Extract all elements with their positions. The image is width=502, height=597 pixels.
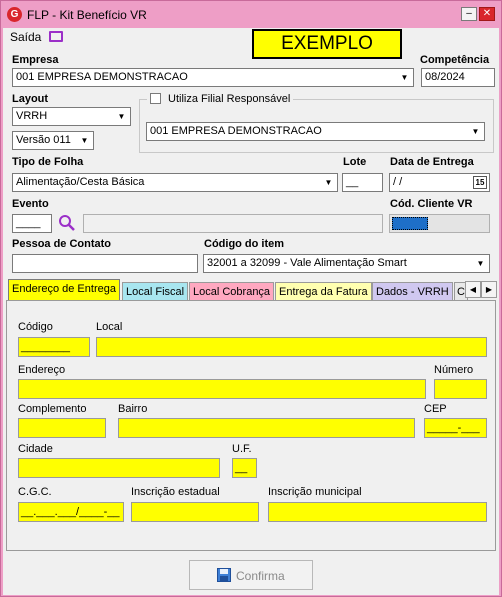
codigo-input[interactable]: ________ — [18, 337, 90, 357]
tipo-folha-select[interactable] — [12, 173, 338, 192]
filial-value: 001 EMPRESA DEMONSTRACAO — [150, 125, 322, 137]
monitor-icon[interactable] — [49, 31, 63, 42]
codigo-item-value: 32001 a 32099 - Vale Alimentação Smart — [207, 257, 407, 269]
evento-input[interactable]: ____ — [12, 214, 52, 233]
numero-input[interactable] — [434, 379, 487, 399]
uf-input[interactable]: __ — [232, 458, 257, 478]
cod-cliente-focus — [392, 217, 428, 230]
layout-label: Layout — [12, 93, 49, 105]
endereco-input[interactable] — [18, 379, 426, 399]
inscricao-municipal-input[interactable] — [268, 502, 487, 522]
tab-next-button[interactable]: ▶ — [481, 281, 497, 298]
chevron-down-icon[interactable]: ▼ — [473, 256, 488, 271]
chevron-down-icon[interactable]: ▼ — [321, 175, 336, 190]
empresa-value: 001 EMPRESA DEMONSTRACAO — [16, 71, 188, 83]
title-bar — [1, 1, 501, 28]
lote-label: Lote — [343, 156, 367, 168]
app-logo-icon: G — [7, 7, 22, 22]
tab-prev-button[interactable]: ◀ — [465, 281, 481, 298]
local-label: Local — [96, 321, 123, 333]
tab-local-fiscal[interactable]: Local Fiscal — [122, 282, 188, 301]
endereco-label: Endereço — [18, 364, 66, 376]
competencia-label: Competência — [420, 54, 490, 66]
search-icon[interactable] — [58, 214, 78, 232]
save-icon — [217, 568, 231, 582]
pessoa-contato-label: Pessoa de Contato — [12, 238, 112, 250]
tab-local-cobranca[interactable]: Local Cobrança — [189, 282, 274, 301]
evento-label: Evento — [12, 198, 49, 210]
complemento-input[interactable] — [18, 418, 106, 438]
tab-entrega-fatura[interactable]: Entrega da Fatura — [275, 282, 372, 301]
cod-cliente-input[interactable] — [389, 214, 490, 233]
empresa-label: Empresa — [12, 54, 59, 66]
bairro-label: Bairro — [118, 403, 148, 415]
tab-overflow[interactable]: C — [454, 282, 468, 301]
competencia-input[interactable]: 08/2024 — [421, 68, 495, 87]
inscricao-estadual-input[interactable] — [131, 502, 259, 522]
tab-strip — [6, 279, 496, 301]
tab-dados-vrrh[interactable]: Dados - VRRH — [372, 282, 453, 301]
data-entrega-value: / / — [393, 176, 403, 188]
versao-select[interactable] — [12, 131, 94, 150]
cidade-input[interactable] — [18, 458, 220, 478]
confirm-button[interactable] — [189, 560, 313, 590]
filial-checkbox-wrap[interactable] — [147, 92, 293, 106]
cod-cliente-label: Cód. Cliente VR — [390, 198, 473, 210]
numero-label: Número — [434, 364, 474, 376]
calendar-icon[interactable]: 15 — [473, 176, 487, 189]
form-body — [3, 28, 499, 595]
chevron-down-icon[interactable]: ▼ — [468, 124, 483, 139]
filial-checkbox-label: Utiliza Filial Responsável — [168, 93, 291, 105]
layout-value: VRRH — [16, 110, 48, 122]
cgc-label: C.G.C. — [18, 486, 52, 498]
chevron-down-icon[interactable]: ▼ — [114, 109, 129, 124]
complemento-label: Complemento — [18, 403, 87, 415]
window-title: FLP - Kit Benefício VR — [27, 8, 147, 22]
local-input[interactable] — [96, 337, 487, 357]
layout-select[interactable] — [12, 107, 131, 126]
minimize-button[interactable]: – — [461, 7, 477, 21]
tipo-folha-value: Alimentação/Cesta Básica — [16, 176, 145, 188]
codigo-label: Código — [18, 321, 53, 333]
data-entrega-input[interactable] — [389, 173, 490, 192]
cidade-label: Cidade — [18, 443, 53, 455]
inscricao-municipal-label: Inscrição municipal — [268, 486, 362, 498]
close-button[interactable]: ✕ — [479, 7, 495, 21]
bairro-input[interactable] — [118, 418, 415, 438]
cep-input[interactable]: _____-___ — [424, 418, 487, 438]
exit-menu[interactable]: Saída — [10, 30, 42, 44]
codigo-item-select[interactable] — [203, 254, 490, 273]
cep-label: CEP — [424, 403, 447, 415]
versao-value: Versão 011 — [16, 134, 71, 146]
data-entrega-label: Data de Entrega — [390, 156, 474, 168]
empresa-select[interactable] — [12, 68, 414, 87]
pessoa-contato-input[interactable] — [12, 254, 198, 273]
uf-label: U.F. — [232, 443, 252, 455]
filial-checkbox[interactable] — [150, 93, 161, 104]
inscricao-estadual-label: Inscrição estadual — [131, 486, 220, 498]
tab-panel-endereco — [6, 300, 496, 551]
confirm-label: Confirma — [236, 569, 285, 583]
filial-select[interactable] — [146, 122, 485, 141]
codigo-item-label: Código do item — [204, 238, 285, 250]
tab-endereco-entrega[interactable]: Endereço de Entrega — [8, 279, 120, 301]
cgc-input[interactable]: __.___.___/____-__ — [18, 502, 124, 522]
evento-description — [83, 214, 383, 233]
lote-input[interactable]: __ — [342, 173, 383, 192]
example-banner: EXEMPLO — [252, 29, 402, 59]
tipo-folha-label: Tipo de Folha — [12, 156, 84, 168]
chevron-down-icon[interactable]: ▼ — [397, 70, 412, 85]
chevron-down-icon[interactable]: ▼ — [77, 133, 92, 148]
